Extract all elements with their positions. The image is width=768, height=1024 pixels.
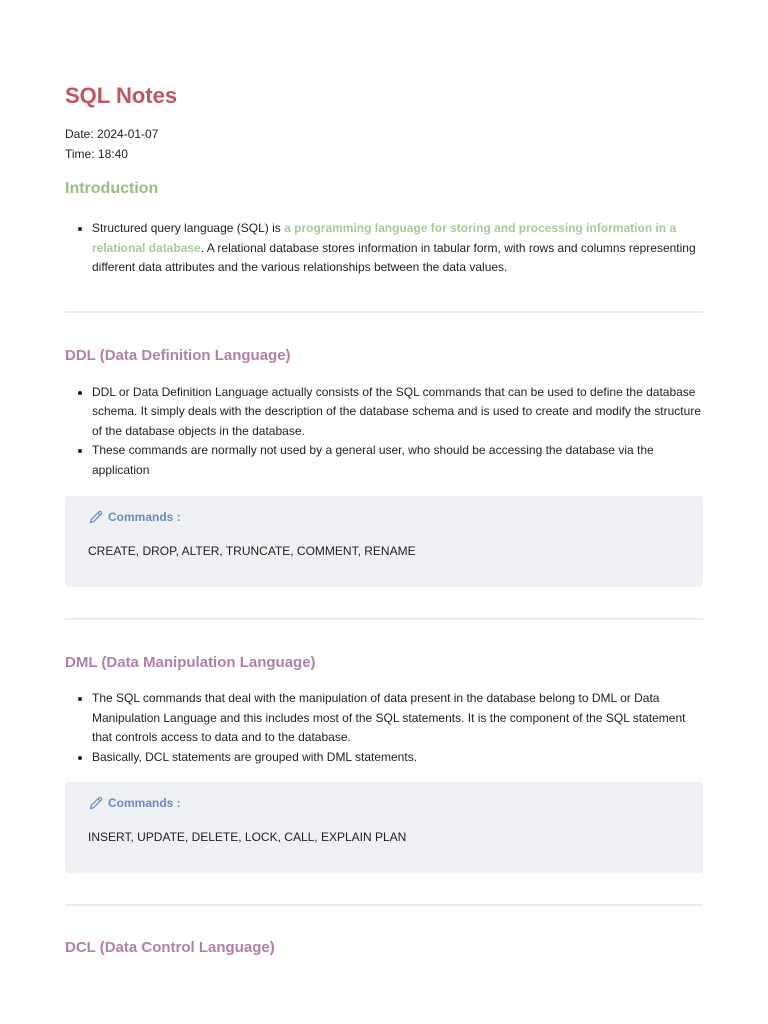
intro-text-before: Structured query language (SQL) is [92, 221, 285, 235]
callout-header [88, 794, 680, 812]
commands-text: CREATE, DROP, ALTER, TRUNCATE, COMMENT, RENAME [88, 544, 416, 558]
pencil-icon [88, 795, 104, 811]
section-divider [65, 904, 703, 906]
callout-label: Commands : [108, 796, 181, 810]
list-item: • DDL or Data Definition Language actually consists of the SQL commands that can be used to define the database schema. It simply deals with the description of the database schema and is used to create and modify the structure of the database objects in the database. [92, 383, 703, 442]
introduction-list [65, 219, 703, 278]
dcl-heading: DCL (Data Control Language) [65, 939, 275, 956]
callout-label: Commands : [108, 510, 181, 524]
note-time: Time: 18:40 [65, 147, 128, 161]
intro-text-after: . A relational database stores information in tabular form, with rows and columns representing different data attributes and the various relationships between the data values. [92, 240, 696, 274]
note-meta [65, 124, 703, 164]
dml-list [65, 689, 703, 767]
callout-header [88, 508, 680, 526]
list-item: • Basically, DCL statements are grouped with DML statements. [92, 748, 703, 768]
ddl-heading: DDL (Data Definition Language) [65, 346, 291, 364]
note-date: Date: 2024-01-07 [65, 127, 159, 141]
page-title: SQL Notes [65, 83, 178, 108]
commands-text: INSERT, UPDATE, DELETE, LOCK, CALL, EXPLAIN PLAN [88, 830, 407, 844]
section-divider [65, 618, 703, 620]
section-divider [65, 311, 703, 313]
dml-commands-callout [65, 782, 703, 873]
list-item: • The SQL commands that deal with the manipulation of data present in the database belong to DML or Data Manipulation Language and this includes most of the SQL statements. It is the component of the SQL statement that controls access to data and to the database. [92, 689, 703, 748]
list-item: • These commands are normally not used by a general user, who should be accessing the database via the application [92, 441, 703, 480]
intro-highlight: a programming language for storing and processing information in a relational database [92, 221, 677, 255]
introduction-heading: Introduction [65, 180, 159, 197]
dml-heading: DML (Data Manipulation Language) [65, 654, 316, 671]
ddl-commands-callout [65, 496, 703, 587]
ddl-list [65, 383, 703, 481]
pencil-icon [88, 509, 104, 525]
list-item [92, 219, 703, 278]
